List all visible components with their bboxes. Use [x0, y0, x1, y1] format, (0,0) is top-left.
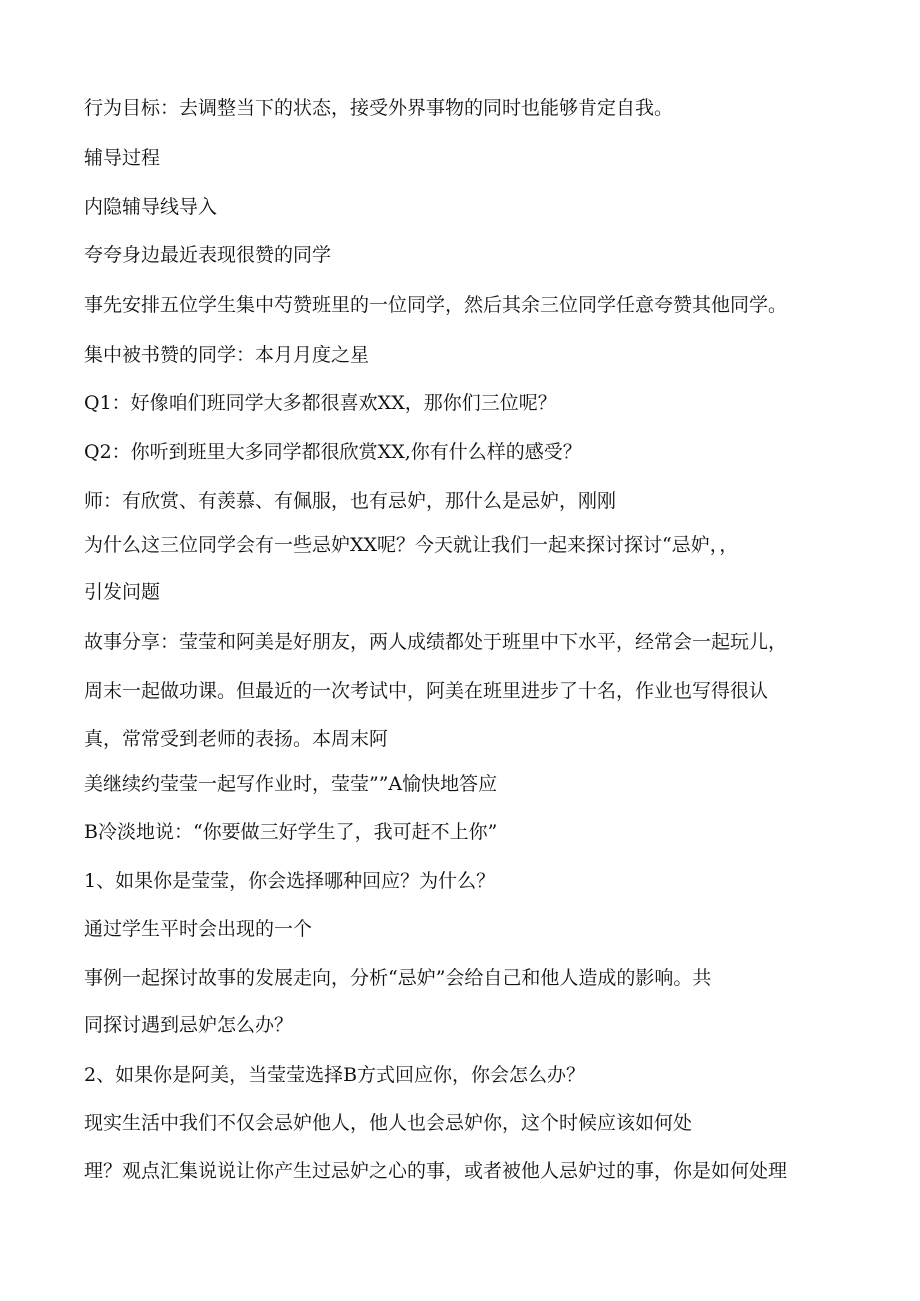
text-line: 师：有欣赏、有羡慕、有佩服，也有忌妒，那什么是忌妒，刚刚 [84, 490, 617, 512]
text-line: 事例一起探讨故事的发展走向，分析“忌妒”会给自己和他人造成的影响。共 [84, 967, 712, 989]
text-line: 内隐辅导线导入 [84, 196, 218, 218]
text-line: 美继续约莹莹一起写作业时，莹莹””A愉快地答应 [84, 773, 498, 795]
text-line: 理？观点汇集说说让你产生过忌妒之心的事，或者被他人忌妒过的事，你是如何处理 [84, 1160, 788, 1182]
text-line: 事先安排五位学生集中芍赞班里的一位同学，然后其余三位同学任意夸赞其他同学。 [84, 294, 788, 316]
text-line: 通过学生平时会出现的一个 [84, 918, 313, 940]
text-line: 行为目标：去调整当下的状态，接受外界事物的同时也能够肯定自我。 [84, 97, 674, 119]
text-line: Q1：好像咱们班同学大多都很喜欢XX，那你们三位呢？ [84, 392, 557, 414]
text-line: 周末一起做功课。但最近的一次考试中，阿美在班里进步了十名，作业也写得很认 [84, 680, 769, 702]
text-line: 1、如果你是莹莹，你会选择哪种回应？为什么？ [84, 870, 496, 892]
text-line: 真，常常受到老师的表扬。本周末阿 [84, 728, 389, 750]
text-line: 辅导过程 [84, 147, 161, 169]
text-line: 同探讨遇到忌妒怎么办？ [84, 1014, 294, 1036]
text-line: 故事分享：莹莹和阿美是好朋友，两人成绩都处于班里中下水平，经常会一起玩儿， [84, 631, 788, 653]
text-line: 现实生活中我们不仅会忌妒他人，他人也会忌妒你，这个时候应该如何处 [84, 1112, 693, 1134]
text-line: 为什么这三位同学会有一些忌妒XX呢？今天就让我们一起来探讨探讨“忌妒，， [84, 534, 739, 556]
text-line: 夸夸身边最近表现很赞的同学 [84, 244, 332, 266]
text-line: 2、如果你是阿美，当莹莹选择B方式回应你，你会怎么办？ [84, 1064, 586, 1086]
text-line: B冷淡地说：“你要做三好学生了，我可赶不上你” [84, 821, 498, 843]
text-line: 集中被书赞的同学：本月月度之星 [84, 344, 370, 366]
text-line: Q2：你听到班里大多同学都很欣赏XX,你有什么样的感受？ [84, 441, 582, 463]
text-line: 引发问题 [84, 581, 161, 603]
